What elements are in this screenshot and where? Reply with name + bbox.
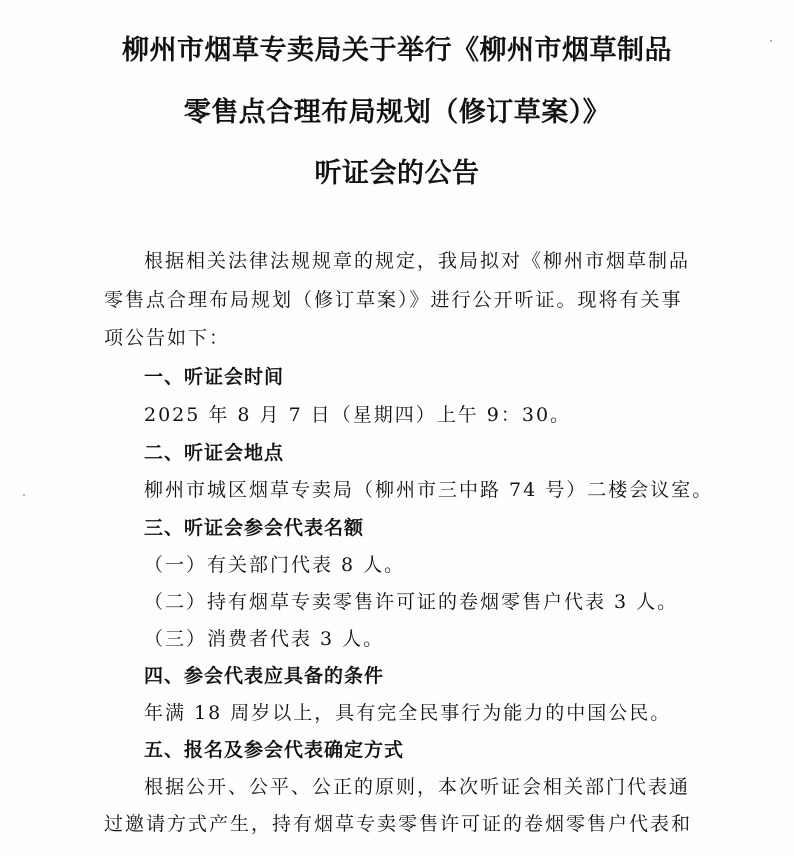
section-3-line-1: （一）有关部门代表 8 人。	[144, 554, 406, 576]
intro-line-2: 零售点合理布局规划（修订草案）》进行公开听证。现将有关事	[104, 289, 683, 311]
section-3-line-2: （二）持有烟草专卖零售许可证的卷烟零售户代表 3 人。	[144, 591, 679, 613]
section-5-line-1: 根据公开、公平、公正的原则，本次听证会相关部门代表通	[144, 776, 691, 798]
document-title-line-1: 柳州市烟草专卖局关于举行《柳州市烟草制品	[122, 35, 672, 66]
section-5-line-2: 过邀请方式产生，持有烟草专卖零售许可证的卷烟零售户代表和	[104, 813, 693, 835]
section-5-heading: 五、报名及参会代表确定方式	[144, 739, 405, 761]
intro-line-1: 根据相关法律法规规章的规定，我局拟对《柳州市烟草制品	[144, 250, 691, 272]
scan-speck	[770, 40, 772, 42]
intro-line-3: 项公告如下：	[104, 327, 231, 349]
section-4-line-1: 年满 18 周岁以上，具有完全民事行为能力的中国公民。	[144, 702, 672, 724]
section-1-heading: 一、听证会时间	[144, 366, 285, 388]
section-3-line-3: （三）消费者代表 3 人。	[144, 628, 385, 650]
document-title-line-3: 听证会的公告	[314, 158, 480, 189]
section-1-line-1: 2025 年 8 月 7 日（星期四）上午 9：30。	[144, 404, 572, 426]
section-2-line-1: 柳州市城区烟草专卖局（柳州市三中路 74 号）二楼会议室。	[144, 479, 714, 501]
section-3-heading: 三、听证会参会代表名额	[144, 517, 365, 539]
document-title-line-2: 零售点合理布局规划（修订草案）》	[183, 97, 611, 128]
section-2-heading: 二、听证会地点	[144, 442, 285, 464]
scan-speck	[23, 494, 25, 496]
section-4-heading: 四、参会代表应具备的条件	[144, 665, 385, 687]
